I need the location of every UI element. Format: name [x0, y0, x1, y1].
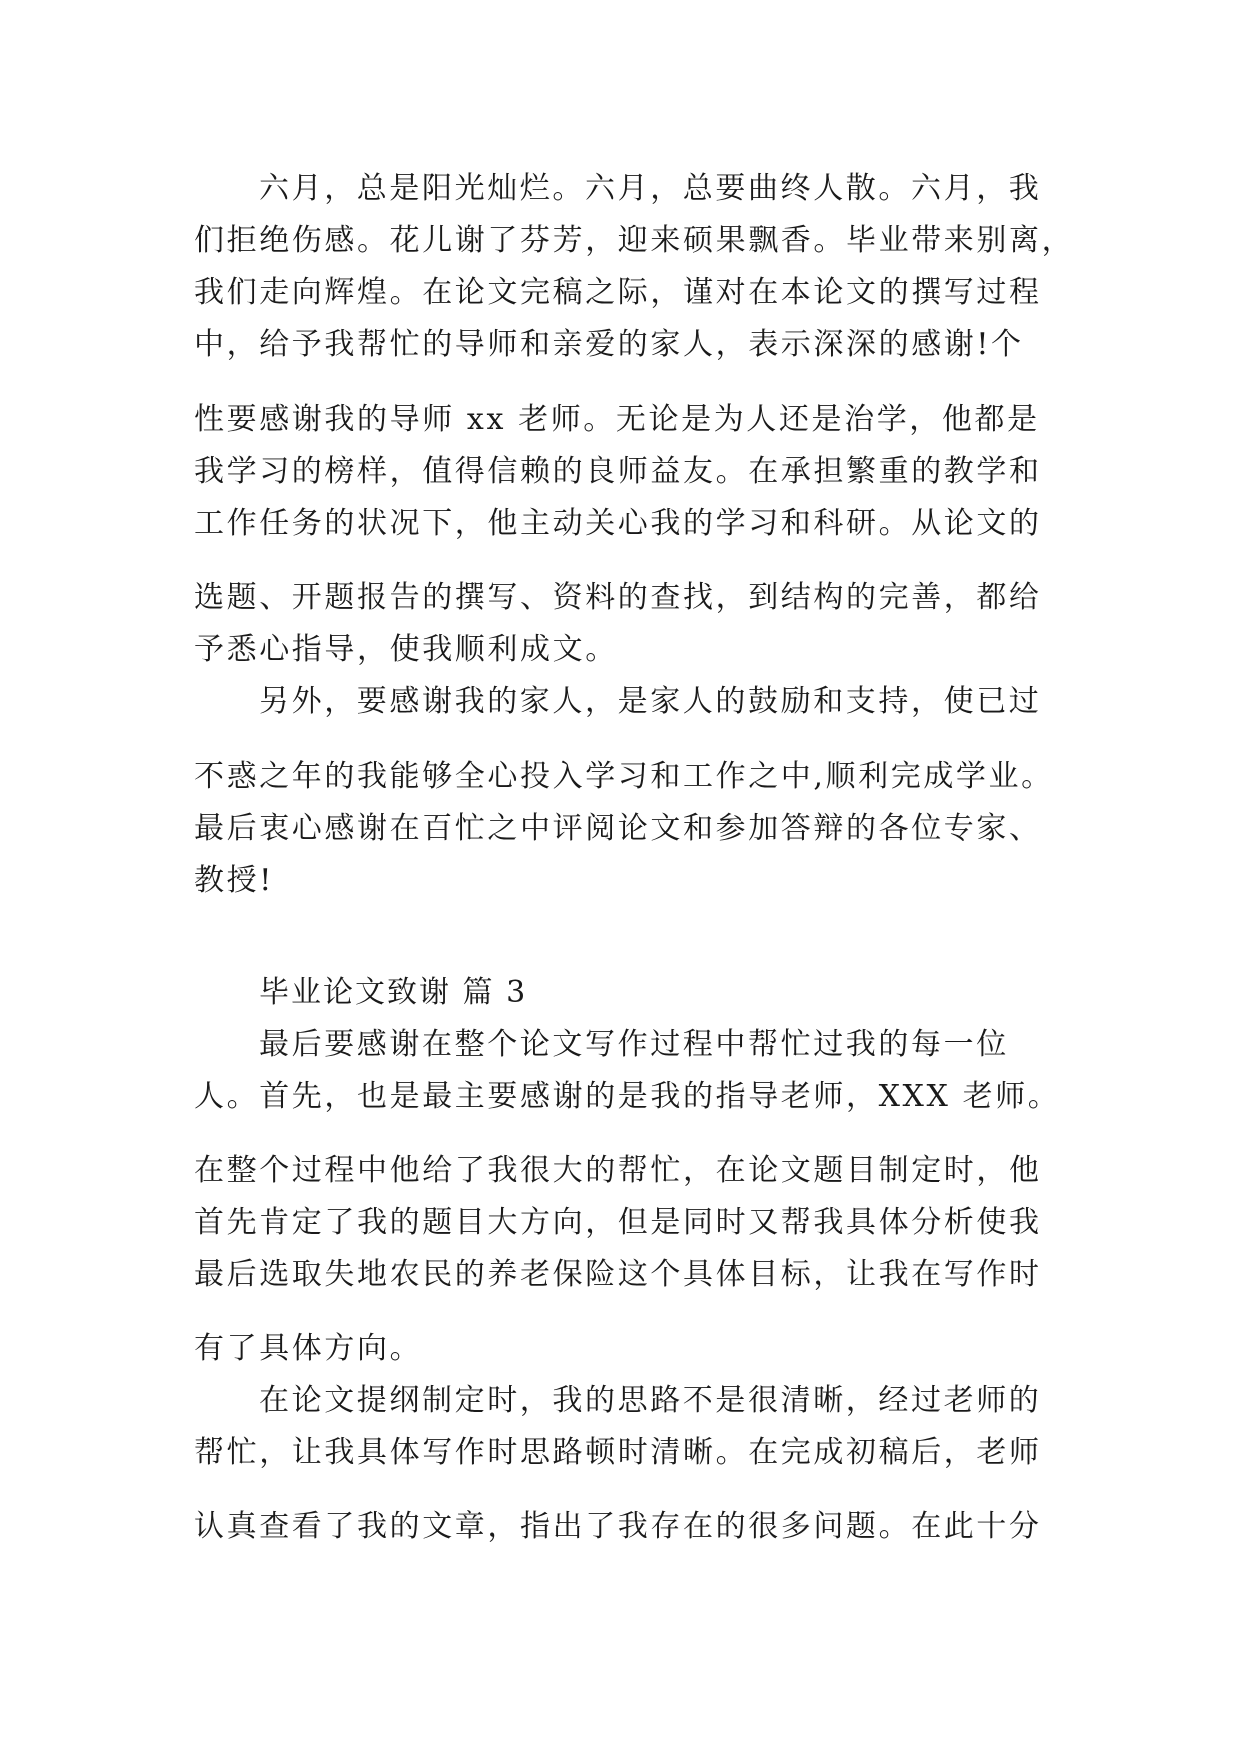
paragraph-line: 最后要感谢在整个论文写作过程中帮忙过我的每一位 [259, 1027, 1009, 1062]
paragraph-line: 认真查看了我的文章，指出了我存在的很多问题。在此十分 [194, 1509, 1042, 1544]
paragraph-line: 予悉心指导，使我顺利成文。 [194, 632, 618, 667]
paragraph-line: 最后选取失地农民的养老保险这个具体目标，让我在写作时 [194, 1257, 1042, 1292]
paragraph-line: 另外，要感谢我的家人，是家人的鼓励和支持，使已过 [259, 684, 1042, 719]
paragraph-line: 有了具体方向。 [194, 1331, 423, 1366]
paragraph-line: 工作任务的状况下，他主动关心我的学习和科研。从论文的 [194, 506, 1042, 541]
paragraph-line: 中，给予我帮忙的导师和亲爱的家人，表示深深的感谢!个 [194, 327, 1024, 362]
paragraph-line: 最后衷心感谢在百忙之中评阅论文和参加答辩的各位专家、 [194, 811, 1042, 846]
paragraph-line: 我学习的榜样，值得信赖的良师益友。在承担繁重的教学和 [194, 454, 1042, 489]
paragraph-line: 们拒绝伤感。花儿谢了芬芳，迎来硕果飘香。毕业带来别离， [194, 223, 1075, 258]
paragraph-line: 在论文提纲制定时，我的思路不是很清晰，经过老师的 [259, 1383, 1042, 1418]
paragraph-line: 我们走向辉煌。在论文完稿之际，谨对在本论文的撰写过程 [194, 275, 1042, 310]
paragraph-line: 首先肯定了我的题目大方向，但是同时又帮我具体分析使我 [194, 1205, 1042, 1240]
paragraph-line: 在整个过程中他给了我很大的帮忙，在论文题目制定时，他 [194, 1153, 1042, 1188]
paragraph-line: 六月，总是阳光灿烂。六月，总要曲终人散。六月，我 [259, 171, 1042, 206]
paragraph-line: 不惑之年的我能够全心投入学习和工作之中,顺利完成学业。 [194, 759, 1054, 794]
section-heading: 毕业论文致谢 篇 3 [259, 975, 528, 1010]
paragraph-line: 帮忙，让我具体写作时思路顿时清晰。在完成初稿后，老师 [194, 1435, 1042, 1470]
paragraph-line: 性要感谢我的导师 xx 老师。无论是为人还是治学，他都是 [194, 402, 1040, 437]
paragraph-line: 选题、开题报告的撰写、资料的查找，到结构的完善，都给 [194, 580, 1042, 615]
paragraph-line: 人。首先，也是最主要感谢的是我的指导老师，XXX 老师。 [194, 1079, 1061, 1114]
paragraph-line: 教授! [194, 863, 274, 898]
